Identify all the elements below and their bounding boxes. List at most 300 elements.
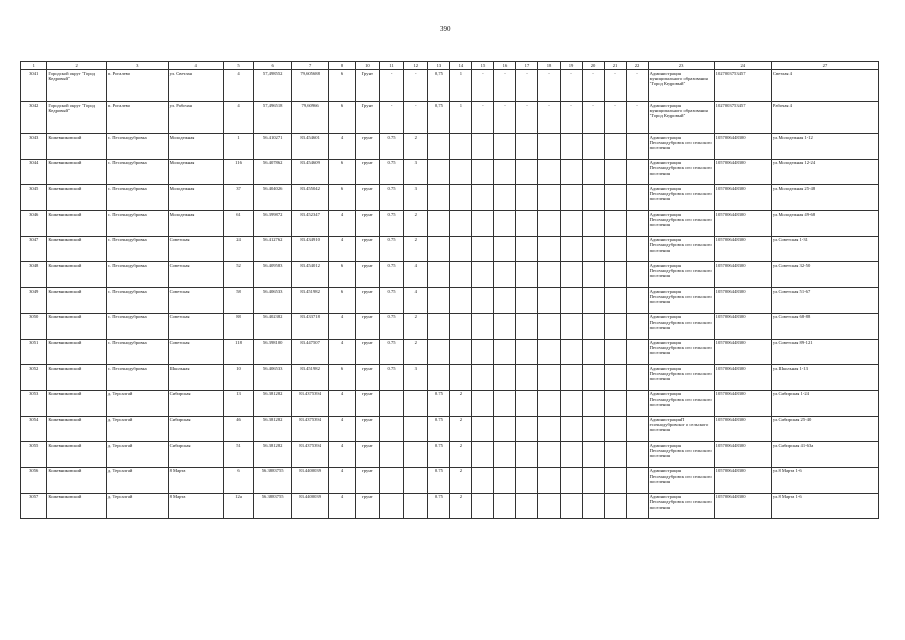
table-cell: ул.8 Марта 1-6	[771, 493, 878, 519]
table-cell: с. Песочнодубровка	[106, 134, 168, 160]
table-cell	[494, 313, 516, 339]
table-cell	[494, 442, 516, 468]
table-cell: 56.381282	[254, 390, 291, 416]
table-cell: -	[626, 102, 648, 134]
table-cell	[538, 288, 560, 314]
table-cell	[538, 159, 560, 185]
table-cell: д. Терсалгай	[106, 467, 168, 493]
table-cell	[626, 416, 648, 442]
table-cell: 56.404026	[254, 185, 291, 211]
table-cell	[428, 365, 450, 391]
table-cell	[516, 416, 538, 442]
table-cell: 56.407862	[254, 159, 291, 185]
table-cell	[404, 416, 428, 442]
table-cell: 1057006448300	[714, 159, 771, 185]
table-cell: 0.75	[379, 339, 403, 365]
table-cell	[582, 339, 604, 365]
table-cell: Советская	[168, 236, 223, 262]
table-cell: -	[560, 70, 582, 102]
column-number-cell: 19	[560, 62, 582, 70]
table-cell	[428, 134, 450, 160]
table-cell: Кожевниковский	[47, 159, 106, 185]
table-cell	[450, 185, 472, 211]
table-cell: 3043	[21, 134, 47, 160]
table-cell: Администрация Песочнодубровск ого сельского поселения	[648, 211, 714, 237]
table-cell: Администрация Песочнодубровск ого сельского поселения	[648, 339, 714, 365]
table-cell: Администрация Песочнодубровск ого сельского поселения	[648, 467, 714, 493]
table-cell: 57,498552	[254, 70, 291, 102]
table-cell: Молодежная	[168, 211, 223, 237]
table-cell: Кожевниковский	[47, 288, 106, 314]
table-cell	[560, 288, 582, 314]
table-cell: 56.398100	[254, 339, 291, 365]
table-cell: грунт	[355, 134, 379, 160]
table-cell	[428, 339, 450, 365]
table-cell: ул.Советская 68-88	[771, 313, 878, 339]
table-cell	[582, 236, 604, 262]
table-cell	[516, 339, 538, 365]
table-cell: 3050	[21, 313, 47, 339]
table-cell: с. Песочнодубровка	[106, 365, 168, 391]
table-cell	[472, 365, 494, 391]
column-number-row	[21, 62, 879, 70]
table-cell: Молодежная	[168, 185, 223, 211]
table-cell: 2	[404, 211, 428, 237]
table-row	[21, 159, 879, 185]
table-cell	[494, 365, 516, 391]
table-cell	[604, 211, 626, 237]
table-cell: 56.381282	[254, 416, 291, 442]
table-cell: 57,496518	[254, 102, 291, 134]
table-cell	[538, 185, 560, 211]
table-cell	[428, 262, 450, 288]
table-cell: 83.452347	[291, 211, 328, 237]
table-cell	[450, 262, 472, 288]
table-cell: Кожевниковский	[47, 262, 106, 288]
table-cell: 3042	[21, 102, 47, 134]
table-cell	[428, 236, 450, 262]
table-cell: д. Терсалгай	[106, 416, 168, 442]
table-cell: 10	[223, 365, 254, 391]
table-cell: -	[516, 70, 538, 102]
table-cell: Кожевниковский	[47, 493, 106, 519]
table-cell: 3041	[21, 70, 47, 102]
table-row	[21, 493, 879, 519]
table-cell: 4	[329, 467, 355, 493]
table-cell: 6	[329, 102, 355, 134]
table-cell	[560, 339, 582, 365]
table-cell	[560, 365, 582, 391]
table-cell	[560, 467, 582, 493]
table-cell: 4	[329, 442, 355, 468]
table-cell: 3052	[21, 365, 47, 391]
table-cell	[472, 134, 494, 160]
table-row	[21, 70, 879, 102]
table-cell: грунт	[355, 236, 379, 262]
table-cell: 56.406533	[254, 288, 291, 314]
table-cell: 83.4375394	[291, 416, 328, 442]
table-cell: Администрация Песочнодубровск ого сельского поселения	[648, 185, 714, 211]
table-cell	[604, 236, 626, 262]
table-cell: 1057006448300	[714, 467, 771, 493]
table-cell	[472, 416, 494, 442]
column-number-cell: 22	[626, 62, 648, 70]
table-cell	[626, 313, 648, 339]
table-cell: Кожевниковский	[47, 134, 106, 160]
table-row	[21, 390, 879, 416]
table-cell: 3053	[21, 390, 47, 416]
table-cell: Администрация муниципального образования "Город Кедровый"	[648, 102, 714, 134]
table-cell	[516, 365, 538, 391]
table-cell: 4	[329, 211, 355, 237]
table-cell: с. Песочнодубровка	[106, 211, 168, 237]
table-cell	[472, 493, 494, 519]
table-cell	[428, 211, 450, 237]
table-cell	[450, 159, 472, 185]
table-cell: 4	[404, 262, 428, 288]
table-cell: -	[472, 102, 494, 134]
table-cell: 0.75	[428, 442, 450, 468]
table-cell: 6	[329, 185, 355, 211]
table-cell: 4	[223, 70, 254, 102]
table-cell: 0.75	[379, 313, 403, 339]
table-cell: Администрация муниципального образования "Город Кедровый"	[648, 70, 714, 102]
table-cell: 1	[450, 102, 472, 134]
column-number-cell: 11	[379, 62, 403, 70]
table-cell: Советская	[168, 339, 223, 365]
table-cell	[472, 236, 494, 262]
table-cell: 88	[223, 313, 254, 339]
table-cell: ул.Сибирская 25-40	[771, 416, 878, 442]
table-cell	[538, 390, 560, 416]
table-cell: 4	[329, 313, 355, 339]
table-cell	[604, 339, 626, 365]
table-cell	[604, 262, 626, 288]
table-cell	[582, 159, 604, 185]
table-cell: грунт	[355, 288, 379, 314]
table-cell	[472, 339, 494, 365]
table-cell	[560, 390, 582, 416]
table-cell: 3044	[21, 159, 47, 185]
table-cell	[538, 236, 560, 262]
table-cell: -	[582, 102, 604, 134]
table-cell: Светлая 4	[771, 70, 878, 102]
table-cell: -	[538, 70, 560, 102]
table-cell: 0.75	[428, 493, 450, 519]
table-cell: с. Песочнодубровка	[106, 262, 168, 288]
table-cell	[404, 467, 428, 493]
table-cell: 4	[329, 339, 355, 365]
column-number-cell: 12	[404, 62, 428, 70]
table-cell: 1057006448300	[714, 313, 771, 339]
table-cell: п. Рогалево	[106, 70, 168, 102]
table-cell	[472, 211, 494, 237]
table-cell: 1027003753457	[714, 102, 771, 134]
table-cell: 3055	[21, 442, 47, 468]
table-cell: 1057006448300	[714, 390, 771, 416]
table-cell	[582, 134, 604, 160]
table-cell: Кожевниковский	[47, 442, 106, 468]
column-number-cell: 4	[168, 62, 223, 70]
table-cell: Сибирская	[168, 416, 223, 442]
table-cell: -	[516, 102, 538, 134]
table-cell	[582, 185, 604, 211]
table-cell: Администрация Песочнодубровск ого сельского поселения	[648, 493, 714, 519]
table-cell	[626, 442, 648, 468]
table-cell: грунт	[355, 159, 379, 185]
table-cell	[428, 288, 450, 314]
table-cell: Городской округ "Город Кедровый"	[47, 70, 106, 102]
table-cell: грунт	[355, 365, 379, 391]
table-cell	[472, 262, 494, 288]
table-cell	[604, 288, 626, 314]
table-cell: 51	[223, 442, 254, 468]
table-cell: грунт	[355, 262, 379, 288]
table-cell: 3046	[21, 211, 47, 237]
table-cell	[626, 185, 648, 211]
table-cell: Администрация Песочнодубровск ого сельского поселения	[648, 236, 714, 262]
table-cell	[472, 288, 494, 314]
table-cell	[626, 493, 648, 519]
table-cell: 2	[404, 313, 428, 339]
table-cell	[516, 185, 538, 211]
table-cell: -	[379, 70, 403, 102]
table-cell	[494, 134, 516, 160]
table-cell	[560, 262, 582, 288]
table-cell	[472, 467, 494, 493]
table-cell	[494, 288, 516, 314]
table-cell: Кожевниковский	[47, 313, 106, 339]
table-row	[21, 288, 879, 314]
table-cell	[604, 467, 626, 493]
table-cell: Кожевниковский	[47, 339, 106, 365]
table-cell	[472, 313, 494, 339]
table-cell: Грунт	[355, 102, 379, 134]
table-cell: 24	[223, 236, 254, 262]
table-cell: 61	[223, 211, 254, 237]
table-cell: 56.406533	[254, 365, 291, 391]
table-cell: 56.409583	[254, 262, 291, 288]
table-cell: Кожевниковский	[47, 185, 106, 211]
table-cell	[626, 467, 648, 493]
table-cell: 4	[329, 390, 355, 416]
table-cell: 4	[329, 236, 355, 262]
table-cell	[516, 390, 538, 416]
table-cell: ул.Советская 1-31	[771, 236, 878, 262]
table-cell: ул.Молодежная 25-48	[771, 185, 878, 211]
table-cell	[538, 467, 560, 493]
table-cell: -	[494, 70, 516, 102]
table-cell: -	[604, 102, 626, 134]
table-cell: 0.75	[379, 134, 403, 160]
table-cell: 6	[329, 365, 355, 391]
table-cell: 4	[223, 102, 254, 134]
table-cell: 83.4375394	[291, 442, 328, 468]
table-cell	[428, 159, 450, 185]
table-cell	[450, 236, 472, 262]
table-cell: 52	[223, 262, 254, 288]
table-cell	[494, 236, 516, 262]
table-cell: 83.434910	[291, 236, 328, 262]
table-row	[21, 185, 879, 211]
table-cell	[516, 442, 538, 468]
table-cell: 3048	[21, 262, 47, 288]
table-cell: 83.455042	[291, 185, 328, 211]
table-cell: 1057006448300	[714, 365, 771, 391]
table-cell: ул.Молодежная 1-12	[771, 134, 878, 160]
table-cell: Администрация Песочнодубровск ого сельского поселения	[648, 262, 714, 288]
table-cell: 3045	[21, 185, 47, 211]
page-number: 390	[440, 25, 451, 33]
table-cell: ул.Советская 51-67	[771, 288, 878, 314]
table-cell: 56.412762	[254, 236, 291, 262]
table-row	[21, 416, 879, 442]
table-cell: грунт	[355, 211, 379, 237]
table-cell	[604, 416, 626, 442]
table-cell	[494, 493, 516, 519]
table-cell: -	[626, 70, 648, 102]
table-cell	[560, 442, 582, 468]
table-cell: 1	[223, 134, 254, 160]
table-cell: 1057006448300	[714, 442, 771, 468]
table-cell: Кожевниковский	[47, 390, 106, 416]
table-cell	[450, 288, 472, 314]
column-number-cell: 14	[450, 62, 472, 70]
column-number-cell: 1	[21, 62, 47, 70]
table-cell	[582, 416, 604, 442]
table-cell: 3	[404, 159, 428, 185]
table-cell: 3051	[21, 339, 47, 365]
table-cell: 4	[329, 416, 355, 442]
table-cell: ул.Молодежная 12-24	[771, 159, 878, 185]
column-number-cell: 5	[223, 62, 254, 70]
table-cell: 13	[223, 390, 254, 416]
table-cell	[516, 134, 538, 160]
table-cell	[472, 159, 494, 185]
table-cell	[494, 339, 516, 365]
table-cell	[494, 185, 516, 211]
table-cell: 56.3883755	[254, 493, 291, 519]
table-cell: 8 Марта	[168, 493, 223, 519]
table-cell: 1	[450, 70, 472, 102]
table-cell: 83.454601	[291, 134, 328, 160]
table-cell: Молодежная	[168, 134, 223, 160]
table-cell: 83.4375394	[291, 390, 328, 416]
column-number-cell: 17	[516, 62, 538, 70]
table-cell	[626, 134, 648, 160]
table-cell: 56.381282	[254, 442, 291, 468]
table-row	[21, 442, 879, 468]
table-cell: 0.75	[379, 236, 403, 262]
table-cell: грунт	[355, 493, 379, 519]
table-cell: 1057006448300	[714, 416, 771, 442]
table-cell	[404, 390, 428, 416]
table-cell: 1057006448300	[714, 339, 771, 365]
table-cell: с. Песочнодубровка	[106, 313, 168, 339]
table-cell	[494, 211, 516, 237]
table-cell: 8 Марта	[168, 467, 223, 493]
table-cell	[516, 493, 538, 519]
table-cell: -	[379, 102, 403, 134]
table-cell: грунт	[355, 185, 379, 211]
table-cell: Администрация Песочнодубровск ого сельского поселения	[648, 288, 714, 314]
table-cell: 3054	[21, 416, 47, 442]
table-cell	[626, 390, 648, 416]
table-cell	[604, 134, 626, 160]
table-cell: Грунт	[355, 70, 379, 102]
table-cell: д. Терсалгай	[106, 390, 168, 416]
table-cell: 6	[329, 159, 355, 185]
column-number-cell: 13	[428, 62, 450, 70]
road-registry-table	[20, 61, 879, 519]
table-row	[21, 339, 879, 365]
table-cell	[494, 390, 516, 416]
table-cell: 0.75	[379, 288, 403, 314]
table-cell: с. Песочнодубровка	[106, 339, 168, 365]
table-cell	[626, 365, 648, 391]
table-cell: грунт	[355, 416, 379, 442]
table-cell: ул.8 Марта 1-6	[771, 467, 878, 493]
table-cell: 3047	[21, 236, 47, 262]
table-cell: Администрация Песочнодубровск ого сельского поселения	[648, 134, 714, 160]
table-cell	[560, 211, 582, 237]
table-cell: 56.410271	[254, 134, 291, 160]
table-cell	[516, 313, 538, 339]
table-cell	[560, 493, 582, 519]
table-cell	[494, 416, 516, 442]
table-cell	[538, 339, 560, 365]
table-cell: 83.454012	[291, 262, 328, 288]
table-cell: 83.433718	[291, 313, 328, 339]
table-cell: -	[560, 102, 582, 134]
table-cell	[450, 134, 472, 160]
table-cell: грунт	[355, 467, 379, 493]
table-cell	[428, 313, 450, 339]
table-cell: Кожевниковский	[47, 365, 106, 391]
table-cell: 46	[223, 416, 254, 442]
table-cell	[560, 159, 582, 185]
table-cell: 2	[404, 236, 428, 262]
table-cell	[560, 416, 582, 442]
table-cell: 4	[329, 134, 355, 160]
table-cell: 83.451982	[291, 288, 328, 314]
table-row	[21, 262, 879, 288]
table-cell	[582, 262, 604, 288]
table-cell: 3	[404, 185, 428, 211]
table-cell: 3057	[21, 493, 47, 519]
table-cell	[538, 416, 560, 442]
table-cell	[604, 390, 626, 416]
table-cell: -	[604, 70, 626, 102]
column-number-cell: 7	[291, 62, 328, 70]
table-cell	[516, 236, 538, 262]
table-row	[21, 313, 879, 339]
table-cell	[560, 134, 582, 160]
table-cell: ул. Рабочая	[168, 102, 223, 134]
table-cell	[582, 288, 604, 314]
table-cell: 4	[404, 288, 428, 314]
table-cell: ул.Сибирская 41-63а	[771, 442, 878, 468]
table-cell	[538, 211, 560, 237]
table-cell	[604, 493, 626, 519]
table-cell	[604, 313, 626, 339]
table-cell: -	[404, 70, 428, 102]
table-cell: с. Песочнодубровка	[106, 159, 168, 185]
table-cell: -	[494, 102, 516, 134]
table-cell: 0.75	[379, 262, 403, 288]
table-cell: Администрация Песочнодубровск ого сельского поселения	[648, 442, 714, 468]
table-row	[21, 467, 879, 493]
